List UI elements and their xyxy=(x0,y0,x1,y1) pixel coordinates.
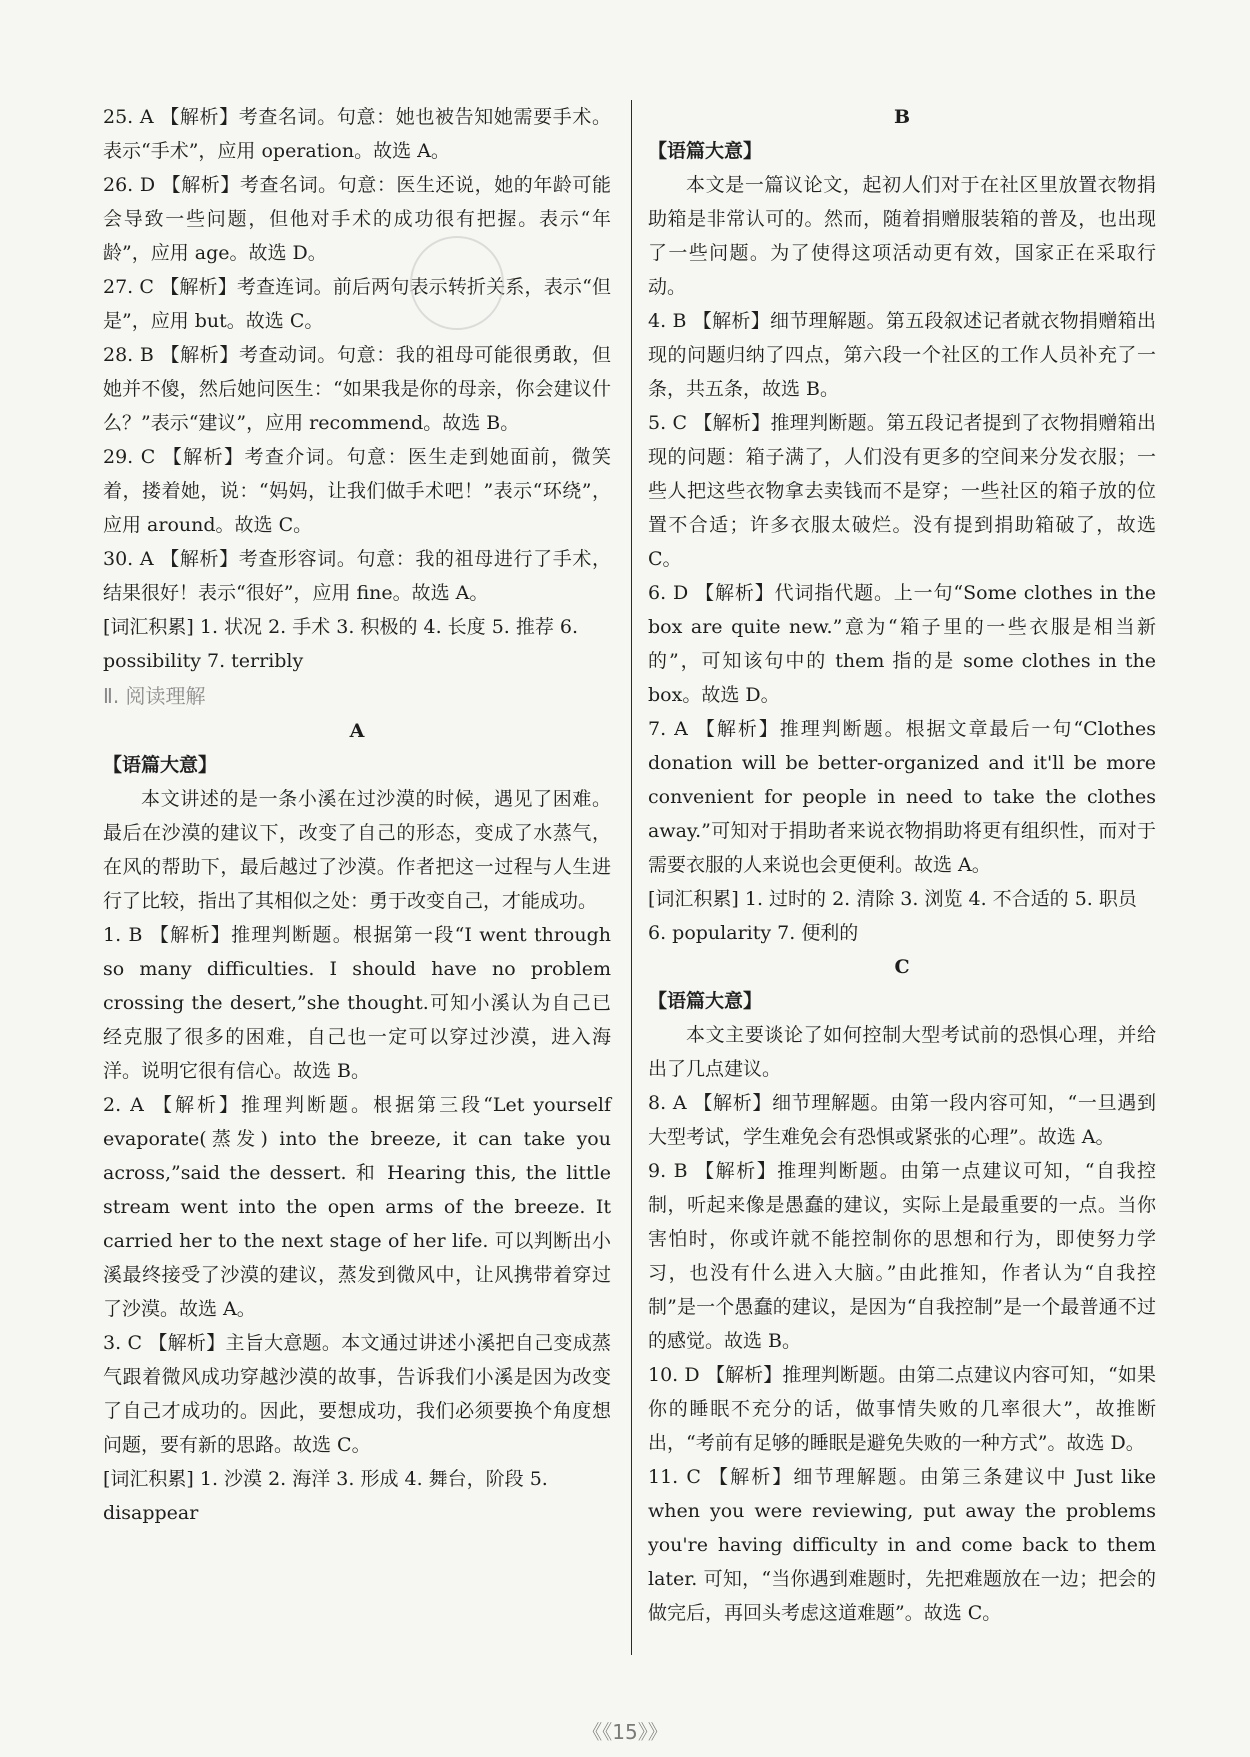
answer-item: 5. C 【解析】推理判断题。第五段记者提到了衣物捐赠箱出现的问题：箱子满了，人们没有更多的空间来分发衣服；一些人把这些衣物拿去卖钱而不是穿；一些社区的箱子放的位置不合适；许多衣服太破烂。没有提到捐助箱破了，故选 C。 xyxy=(648,412,1156,570)
passage-letter: B xyxy=(893,106,911,128)
answer-item: 2. A 【解析】推理判断题。根据第三段“Let yourself evaporate(蒸发) into the breeze, it can take you across,”said the dessert. 和 Hearing this, the little stream went into the open arms of the breeze. It carried her to the next stage of her life. 可以判断出小溪最终接受了沙漠的建议，蒸发到微风中，让风携带着穿过了沙漠。故选 A。 xyxy=(103,1094,611,1320)
answer-item: 29. C 【解析】考查介词。句意：医生走到她面前，微笑着，搂着她，说：“妈妈，让我们做手术吧！”表示“环绕”，应用 around。故选 C。 xyxy=(103,446,611,536)
answer-item: 6. D 【解析】代词指代题。上一句“Some clothes in the box are quite new.”意为“箱子里的一些衣服是相当新的”，可知该句中的 them 指的是 some clothes in the box。故选 D。 xyxy=(648,582,1156,706)
passage-letter: A xyxy=(349,720,365,742)
summary-label: 【语篇大意】 xyxy=(103,754,218,776)
page-number: 《《15》》 xyxy=(582,1720,668,1744)
section-title: Ⅱ. 阅读理解 xyxy=(103,684,206,708)
vocab-list: [词汇积累] 1. 过时的 2. 清除 3. 浏览 4. 不合适的 5. 职员 6. popularity 7. 便利的 xyxy=(648,888,1137,944)
answer-item: 26. D 【解析】考查名词。句意：医生还说，她的年龄可能会导致一些问题，但他对手术的成功很有把握。表示“年龄”，应用 age。故选 D。 xyxy=(103,174,611,264)
summary-label: 【语篇大意】 xyxy=(648,990,763,1012)
answer-item: 25. A 【解析】考查名词。句意：她也被告知她需要手术。表示“手术”，应用 operation。故选 A。 xyxy=(103,106,611,162)
watermark-stamp-icon xyxy=(410,236,504,330)
answer-item: 9. B 【解析】推理判断题。由第一点建议可知，“自我控制，听起来像是愚蠢的建议，实际上是最重要的一点。当你害怕时，你或许就不能控制你的思想和行为，即使努力学习，也没有什么进入大脑。”由此推知，作者认为“自我控制”是一个愚蠢的建议，是因为“自我控制”是一个最普通不过的感觉。故选 B。 xyxy=(648,1160,1156,1352)
answer-item: 28. B 【解析】考查动词。句意：我的祖母可能很勇敢，但她并不傻，然后她问医生：“如果我是你的母亲，你会建议什么？”表示“建议”，应用 recommend。故选 B。 xyxy=(103,344,611,434)
answer-item: 8. A 【解析】细节理解题。由第一段内容可知，“一旦遇到大型考试，学生难免会有恐惧或紧张的心理”。故选 A。 xyxy=(648,1092,1156,1148)
summary-paragraph: 本文讲述的是一条小溪在过沙漠的时候，遇见了困难。最后在沙漠的建议下，改变了自己的形态，变成了水蒸气，在风的帮助下，最后越过了沙漠。作者把这一过程与人生进行了比较，指出了其相似之处：勇于改变自己，才能成功。 xyxy=(103,788,611,912)
right-column xyxy=(648,100,1156,1630)
answer-item: 11. C 【解析】细节理解题。由第三条建议中 Just like when you were reviewing, put away the problems you're having difficulty in and come back to them later. 可知，“当你遇到难题时，先把难题放在一边；把会的做完后，再回头考虑这道难题”。故选 C。 xyxy=(648,1466,1156,1624)
vocab-list: [词汇积累] 1. 状况 2. 手术 3. 积极的 4. 长度 5. 推荐 6. possibility 7. terribly xyxy=(103,616,579,672)
answer-item: 30. A 【解析】考查形容词。句意：我的祖母进行了手术，结果很好！表示“很好”，应用 fine。故选 A。 xyxy=(103,548,611,604)
vocab-list: [词汇积累] 1. 沙漠 2. 海洋 3. 形成 4. 舞台，阶段 5. disappear xyxy=(103,1468,548,1524)
summary-label: 【语篇大意】 xyxy=(648,140,763,162)
answer-item: 10. D 【解析】推理判断题。由第二点建议内容可知，“如果你的睡眠不充分的话，做事情失败的几率很大”，故推断出，“考前有足够的睡眠是避免失败的一种方式”。故选 D。 xyxy=(648,1364,1156,1454)
column-divider xyxy=(631,100,632,1655)
summary-paragraph: 本文是一篇议论文，起初人们对于在社区里放置衣物捐助箱是非常认可的。然而，随着捐赠服装箱的普及，也出现了一些问题。为了使得这项活动更有效，国家正在采取行动。 xyxy=(648,174,1156,298)
passage-letter: C xyxy=(894,956,910,978)
answer-item: 4. B 【解析】细节理解题。第五段叙述记者就衣物捐赠箱出现的问题归纳了四点，第六段一个社区的工作人员补充了一条，共五条，故选 B。 xyxy=(648,310,1156,400)
answer-item: 7. A 【解析】推理判断题。根据文章最后一句“Clothes donation will be better-organized and it'll be more convenient for people in need to take the clothes away.”可知对于捐助者来说衣物捐助将更有组织性，而对于需要衣服的人来说也会更便利。故选 A。 xyxy=(648,718,1156,876)
answer-item: 1. B 【解析】推理判断题。根据第一段“I went through so many difficulties. I should have no problem crossing the desert,”she thought.可知小溪认为自己已经克服了很多的困难，自己也一定可以穿过沙漠，进入海洋。说明它很有信心。故选 B。 xyxy=(103,924,611,1082)
answer-item: 3. C 【解析】主旨大意题。本文通过讲述小溪把自己变成蒸气跟着微风成功穿越沙漠的故事，告诉我们小溪是因为改变了自己才成功的。因此，要想成功，我们必须要换个角度想问题，要有新的思路。故选 C。 xyxy=(103,1332,611,1456)
left-column xyxy=(103,100,611,1530)
summary-paragraph: 本文主要谈论了如何控制大型考试前的恐惧心理，并给出了几点建议。 xyxy=(648,1024,1156,1080)
answer-item: 27. C 【解析】考查连词。前后两句表示转折关系，表示“但是”，应用 but。故选 C。 xyxy=(103,276,611,332)
